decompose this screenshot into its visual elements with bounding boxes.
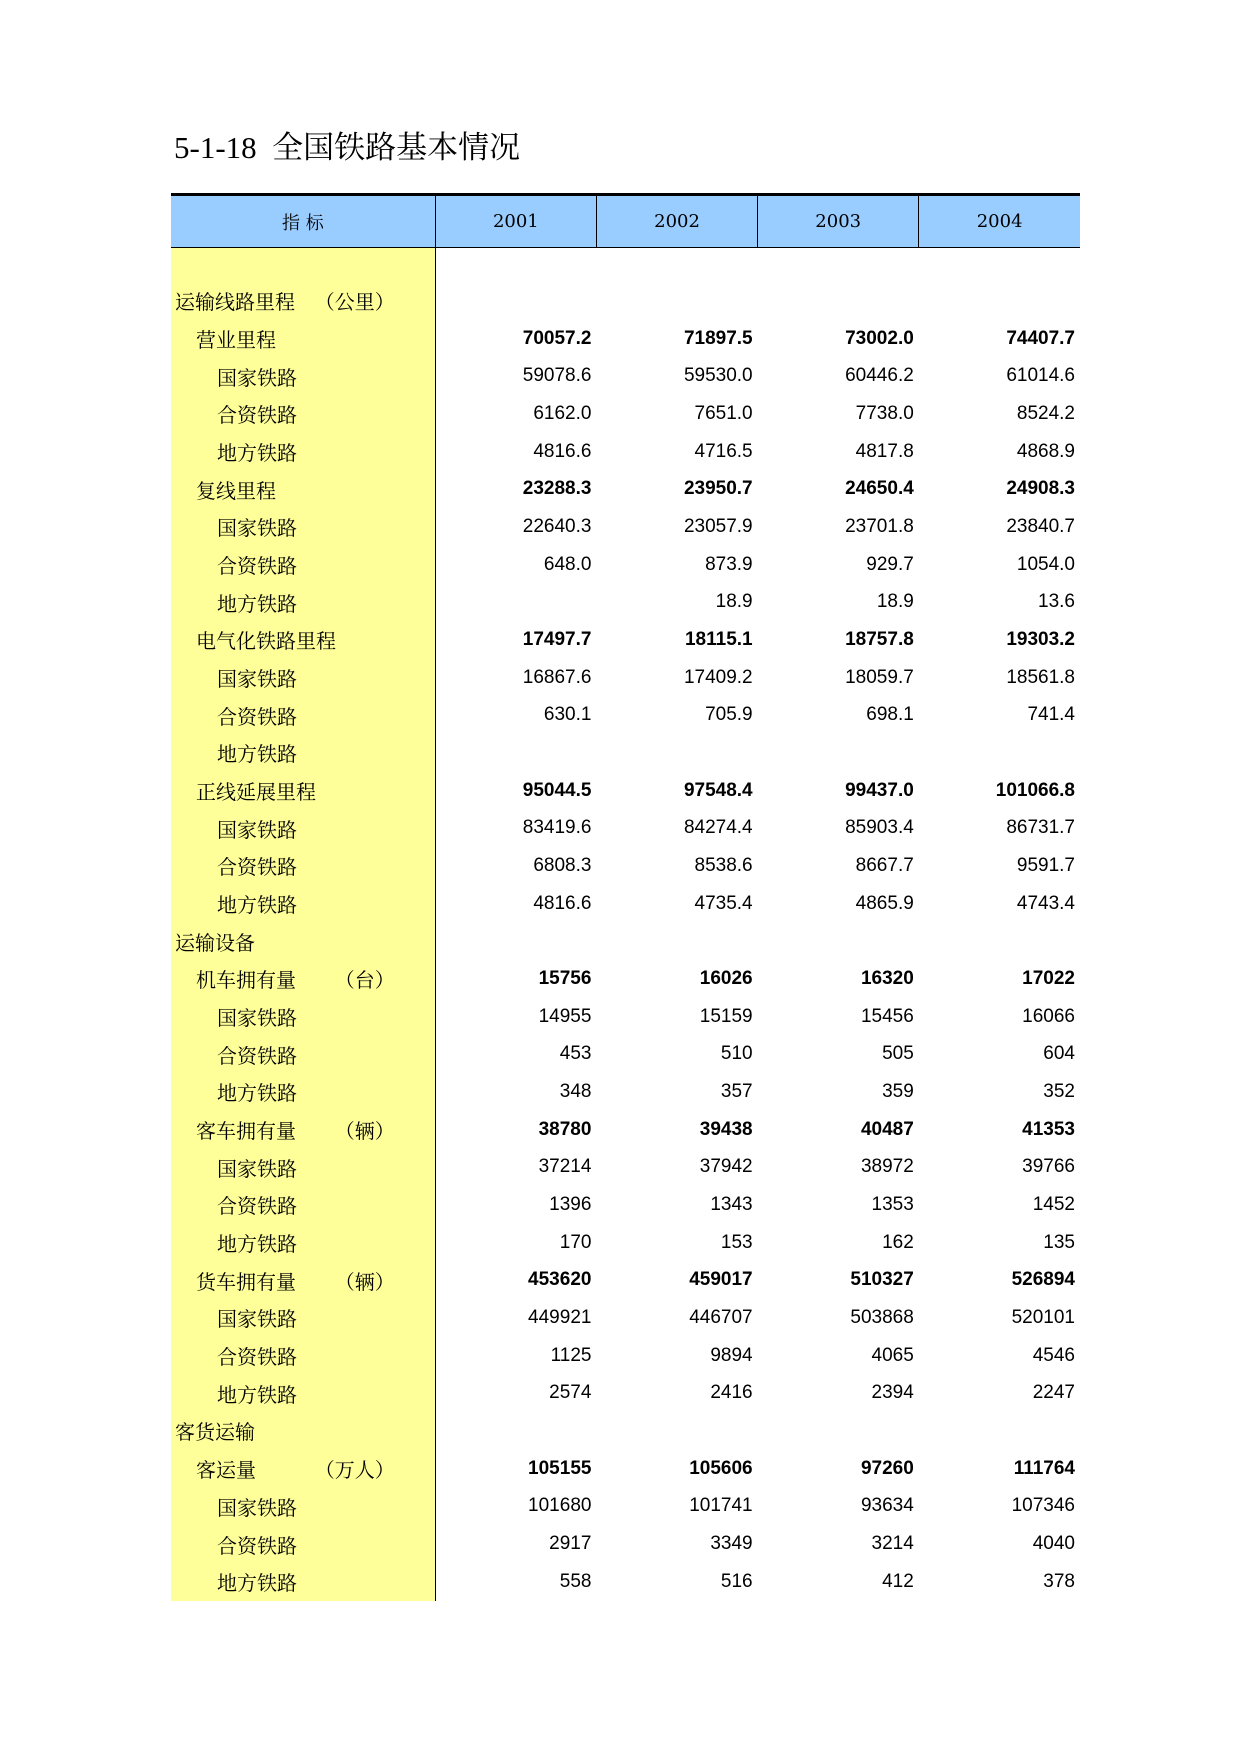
- table-row: [171, 248, 1080, 283]
- value-cell: 4868.9: [1016, 440, 1075, 462]
- row-label-cell: [171, 470, 435, 508]
- value-cell: 14955: [538, 1005, 592, 1027]
- value-cell: 23701.8: [845, 515, 914, 537]
- row-label: 正线延展里程: [196, 780, 316, 805]
- value-cell: 41353: [1022, 1118, 1075, 1140]
- row-label: 复线里程: [196, 478, 276, 503]
- value-cell: 61014.6: [1006, 365, 1075, 387]
- row-label: 合资铁路: [217, 1533, 297, 1558]
- value-cell: 13.6: [1038, 591, 1075, 613]
- row-label-cell: [171, 546, 435, 584]
- value-cell: 7651.0: [694, 402, 753, 424]
- value-cell: 449921: [528, 1306, 592, 1328]
- row-label-cell: [171, 1186, 435, 1224]
- value-cell: 4816.6: [533, 892, 592, 914]
- row-label-cell: [171, 1261, 435, 1299]
- value-cell: 4546: [1032, 1344, 1075, 1366]
- row-label-cell: [171, 1035, 435, 1073]
- row-label: 客车拥有量: [196, 1119, 296, 1144]
- value-cell: 4735.4: [694, 892, 753, 914]
- value-cell: [919, 248, 1080, 283]
- value-cell: 604: [1043, 1043, 1075, 1065]
- row-label: 地方铁路: [217, 1382, 297, 1407]
- row-label: 地方铁路: [217, 893, 297, 918]
- value-cell: 15159: [699, 1005, 753, 1027]
- value-cell: 8524.2: [1016, 402, 1075, 424]
- row-label-cell: [171, 1412, 435, 1450]
- table-row: [171, 1148, 1080, 1186]
- value-cell: 85903.4: [845, 817, 914, 839]
- value-cell: 111764: [1013, 1457, 1075, 1479]
- value-cell: 22640.3: [522, 515, 592, 537]
- value-cell: 446707: [689, 1306, 753, 1328]
- value-cell: 1353: [871, 1193, 914, 1215]
- value-cell: 16867.6: [522, 666, 592, 688]
- value-cell: 135: [1043, 1231, 1075, 1253]
- table-row: [171, 1525, 1080, 1563]
- value-cell: 6162.0: [533, 402, 592, 424]
- row-label: 客运量: [196, 1458, 256, 1483]
- value-cell: 23950.7: [683, 478, 753, 500]
- value-cell: 741.4: [1027, 704, 1075, 726]
- value-cell: 352: [1043, 1080, 1075, 1102]
- value-cell: 516: [720, 1570, 753, 1592]
- value-cell: 6808.3: [533, 854, 592, 876]
- table-row: [171, 659, 1080, 697]
- value-cell: 18757.8: [845, 628, 914, 650]
- value-cell: [758, 248, 919, 283]
- value-cell: 1343: [710, 1193, 753, 1215]
- row-label-cell: [171, 1488, 435, 1526]
- row-label: 国家铁路: [217, 1307, 297, 1332]
- table-row: [171, 772, 1080, 810]
- row-label-cell: [171, 433, 435, 471]
- row-label: 国家铁路: [217, 1006, 297, 1031]
- value-cell: 38780: [538, 1118, 592, 1140]
- value-cell: 97260: [860, 1457, 914, 1479]
- value-cell: 101680: [528, 1495, 592, 1517]
- row-label-cell: [171, 809, 435, 847]
- table-row: [171, 1337, 1080, 1375]
- value-cell: 453620: [528, 1269, 592, 1291]
- table-row: [171, 1488, 1080, 1526]
- value-cell: [919, 922, 1080, 960]
- row-unit: （辆）: [334, 1119, 395, 1144]
- row-label: 地方铁路: [217, 441, 297, 466]
- value-cell: 107346: [1011, 1495, 1075, 1517]
- value-cell: 99437.0: [845, 779, 914, 801]
- table-row: [171, 998, 1080, 1036]
- value-cell: 2574: [549, 1382, 592, 1404]
- row-label: 地方铁路: [217, 1232, 297, 1257]
- row-label: 国家铁路: [217, 1495, 297, 1520]
- value-cell: 453: [559, 1043, 592, 1065]
- value-cell: 648.0: [543, 553, 592, 575]
- value-cell: 19303.2: [1006, 628, 1075, 650]
- value-cell: 18.9: [876, 591, 914, 613]
- value-cell: 105606: [689, 1457, 753, 1479]
- value-cell: 503868: [850, 1306, 914, 1328]
- row-label-cell: [171, 583, 435, 621]
- value-cell: 510: [720, 1043, 753, 1065]
- value-cell: 705.9: [705, 704, 753, 726]
- value-cell: 630.1: [543, 704, 592, 726]
- row-label: 国家铁路: [217, 365, 297, 390]
- value-cell: 60446.2: [845, 365, 914, 387]
- value-cell: [596, 922, 757, 960]
- value-cell: 1125: [550, 1344, 592, 1366]
- value-cell: 16066: [1022, 1005, 1075, 1027]
- table-row: [171, 470, 1080, 508]
- row-label-cell: [171, 847, 435, 885]
- value-cell: 359: [882, 1080, 914, 1102]
- row-label-cell: [171, 1224, 435, 1262]
- value-cell: [435, 1412, 596, 1450]
- table-row: [171, 1035, 1080, 1073]
- year-column-header: 2002: [596, 195, 757, 248]
- value-cell: 3214: [871, 1533, 914, 1554]
- row-label: 合资铁路: [217, 1043, 297, 1068]
- value-cell: 520101: [1011, 1306, 1075, 1328]
- row-unit: （公里）: [314, 290, 395, 315]
- row-label-cell: [171, 696, 435, 734]
- value-cell: 23840.7: [1006, 515, 1075, 537]
- value-cell: 93634: [860, 1495, 914, 1517]
- value-cell: 83419.6: [522, 817, 592, 839]
- indicator-column-header: 指 标: [171, 195, 435, 248]
- row-label-cell: [171, 734, 435, 772]
- row-label: 地方铁路: [217, 742, 297, 767]
- table-row: [171, 1412, 1080, 1450]
- row-label-cell: [171, 508, 435, 546]
- row-label-cell: [171, 1374, 435, 1412]
- page-title: 5-1-18 全国铁路基本情况: [174, 130, 521, 165]
- value-cell: 38972: [860, 1156, 914, 1178]
- table-row: [171, 1073, 1080, 1111]
- table-row: [171, 1261, 1080, 1299]
- table-row: [171, 1111, 1080, 1149]
- table-row: [171, 320, 1080, 358]
- value-cell: 1396: [549, 1193, 592, 1215]
- value-cell: 8667.7: [855, 854, 914, 876]
- table-row: [171, 433, 1080, 471]
- value-cell: 510327: [850, 1269, 914, 1291]
- value-cell: 39438: [699, 1118, 753, 1140]
- value-cell: [596, 734, 757, 772]
- value-cell: 4065: [871, 1344, 914, 1366]
- row-label-cell: [171, 621, 435, 659]
- table-body: [171, 248, 1080, 1601]
- value-cell: 70057.2: [522, 327, 592, 349]
- value-cell: 24908.3: [1006, 478, 1075, 500]
- value-cell: 37942: [699, 1156, 753, 1178]
- value-cell: 101741: [689, 1495, 753, 1517]
- value-cell: 7738.0: [855, 402, 914, 424]
- value-cell: 8538.6: [694, 854, 753, 876]
- value-cell: 459017: [689, 1269, 753, 1291]
- value-cell: [596, 248, 757, 283]
- year-column-header: 2003: [758, 195, 919, 248]
- row-label: 地方铁路: [217, 591, 297, 616]
- table-row: [171, 885, 1080, 923]
- value-cell: 95044.5: [522, 779, 592, 801]
- row-label-cell: [171, 1563, 435, 1601]
- value-cell: [435, 248, 596, 283]
- value-cell: [758, 282, 919, 320]
- value-cell: 526894: [1011, 1269, 1075, 1291]
- value-cell: 23057.9: [683, 515, 753, 537]
- row-label-cell: [171, 395, 435, 433]
- value-cell: 18561.8: [1006, 666, 1075, 688]
- value-cell: 378: [1043, 1570, 1075, 1592]
- value-cell: 1054.0: [1016, 553, 1075, 575]
- value-cell: [435, 282, 596, 320]
- value-cell: [919, 734, 1080, 772]
- value-cell: 348: [559, 1080, 592, 1102]
- value-cell: 97548.4: [683, 779, 753, 801]
- value-cell: 698.1: [866, 704, 914, 726]
- row-label-cell: [171, 320, 435, 358]
- value-cell: 4816.6: [533, 440, 592, 462]
- value-cell: 1452: [1032, 1193, 1075, 1215]
- row-label-cell: [171, 1111, 435, 1149]
- table-row: [171, 546, 1080, 584]
- value-cell: 2416: [710, 1382, 753, 1404]
- row-label-cell: [171, 357, 435, 395]
- table-row: [171, 621, 1080, 659]
- value-cell: 9591.7: [1016, 854, 1075, 876]
- value-cell: 412: [882, 1570, 914, 1592]
- value-cell: [758, 922, 919, 960]
- table-row: [171, 583, 1080, 621]
- value-cell: 558: [559, 1570, 592, 1592]
- row-label-cell: [171, 922, 435, 960]
- value-cell: 15456: [860, 1005, 914, 1027]
- row-unit: （万人）: [314, 1458, 395, 1483]
- table-row: [171, 1450, 1080, 1488]
- value-cell: 16320: [860, 967, 914, 989]
- value-cell: 162: [882, 1231, 914, 1253]
- row-label: 合资铁路: [217, 1345, 297, 1370]
- row-unit: （辆）: [334, 1269, 395, 1294]
- row-unit: （台）: [334, 968, 395, 993]
- value-cell: 4817.8: [855, 440, 914, 462]
- value-cell: 86731.7: [1006, 817, 1075, 839]
- row-label-cell: [171, 248, 435, 283]
- value-cell: 4040: [1032, 1533, 1075, 1554]
- row-label: 营业里程: [196, 328, 276, 352]
- value-cell: 2247: [1032, 1382, 1075, 1404]
- value-cell: 71897.5: [683, 327, 753, 349]
- table-row: [171, 1563, 1080, 1601]
- value-cell: 16026: [699, 967, 753, 989]
- row-label: 电气化铁路里程: [196, 629, 336, 654]
- row-label: 合资铁路: [217, 704, 297, 729]
- value-cell: 23288.3: [522, 478, 592, 500]
- value-cell: 74407.7: [1006, 327, 1075, 349]
- row-label: 运输设备: [175, 930, 255, 955]
- value-cell: 17409.2: [683, 666, 753, 688]
- year-column-header: 2001: [435, 195, 596, 248]
- row-label: 合资铁路: [217, 554, 297, 579]
- row-label: 合资铁路: [217, 403, 297, 428]
- value-cell: 59078.6: [522, 365, 592, 387]
- value-cell: 40487: [860, 1118, 914, 1140]
- row-label: 地方铁路: [217, 1081, 297, 1106]
- value-cell: 505: [882, 1043, 914, 1065]
- row-label-cell: [171, 998, 435, 1036]
- value-cell: 17022: [1022, 967, 1075, 989]
- value-cell: 59530.0: [683, 365, 753, 387]
- row-label: 国家铁路: [217, 817, 297, 842]
- table-header-row: [171, 195, 1080, 248]
- table-row: [171, 1186, 1080, 1224]
- value-cell: 357: [720, 1080, 753, 1102]
- value-cell: 24650.4: [845, 478, 914, 500]
- row-label-cell: [171, 772, 435, 810]
- value-cell: 873.9: [705, 553, 753, 575]
- table-row: [171, 1374, 1080, 1412]
- table-row: [171, 395, 1080, 433]
- value-cell: 39766: [1022, 1156, 1075, 1178]
- value-cell: 2394: [871, 1382, 914, 1404]
- value-cell: 2917: [549, 1533, 592, 1554]
- value-cell: [596, 282, 757, 320]
- row-label-cell: [171, 659, 435, 697]
- value-cell: 929.7: [866, 553, 914, 575]
- table-row: [171, 508, 1080, 546]
- value-cell: 15756: [538, 967, 592, 989]
- row-label: 客货运输: [175, 1420, 255, 1445]
- value-cell: 170: [559, 1231, 592, 1253]
- value-cell: [435, 922, 596, 960]
- value-cell: 73002.0: [845, 327, 914, 349]
- row-label-cell: [171, 1450, 435, 1488]
- row-label: 机车拥有量: [196, 968, 296, 993]
- row-label: 合资铁路: [217, 1194, 297, 1219]
- value-cell: 4716.5: [694, 440, 753, 462]
- row-label: 地方铁路: [217, 1571, 297, 1596]
- value-cell: [596, 1412, 757, 1450]
- table-row: [171, 282, 1080, 320]
- table-row: [171, 734, 1080, 772]
- row-label-cell: [171, 1525, 435, 1563]
- row-label-cell: [171, 1299, 435, 1337]
- row-label-cell: [171, 1148, 435, 1186]
- row-label: 国家铁路: [217, 667, 297, 692]
- value-cell: 9894: [710, 1344, 753, 1366]
- row-label-cell: [171, 960, 435, 998]
- table-row: [171, 960, 1080, 998]
- table-row: [171, 1299, 1080, 1337]
- value-cell: 4743.4: [1016, 892, 1075, 914]
- value-cell: [919, 1412, 1080, 1450]
- row-label: 国家铁路: [217, 1156, 297, 1181]
- table-row: [171, 809, 1080, 847]
- row-label-cell: [171, 1337, 435, 1375]
- value-cell: 18115.1: [684, 628, 753, 650]
- value-cell: 153: [720, 1231, 753, 1253]
- value-cell: 101066.8: [995, 779, 1075, 801]
- table-row: [171, 922, 1080, 960]
- table-row: [171, 1224, 1080, 1262]
- value-cell: [758, 734, 919, 772]
- row-label: 国家铁路: [217, 516, 297, 541]
- table-row: [171, 357, 1080, 395]
- row-label: 合资铁路: [217, 855, 297, 880]
- row-label-cell: [171, 885, 435, 923]
- value-cell: 18059.7: [845, 666, 914, 688]
- year-column-header: 2004: [919, 195, 1080, 248]
- row-label: 运输线路里程: [175, 290, 295, 315]
- value-cell: 18.9: [715, 591, 753, 613]
- value-cell: 17497.7: [522, 628, 592, 650]
- statistics-table: [171, 193, 1080, 1601]
- value-cell: [919, 282, 1080, 320]
- value-cell: 37214: [538, 1156, 592, 1178]
- table-row: [171, 696, 1080, 734]
- value-cell: 105155: [528, 1457, 592, 1479]
- row-label: 货车拥有量: [196, 1269, 296, 1294]
- row-label-cell: [171, 282, 435, 320]
- row-label-cell: [171, 1073, 435, 1111]
- value-cell: 3349: [710, 1533, 753, 1554]
- value-cell: 84274.4: [683, 817, 753, 839]
- table-row: [171, 847, 1080, 885]
- value-cell: [435, 734, 596, 772]
- value-cell: [435, 583, 596, 621]
- value-cell: [758, 1412, 919, 1450]
- value-cell: 4865.9: [855, 892, 914, 914]
